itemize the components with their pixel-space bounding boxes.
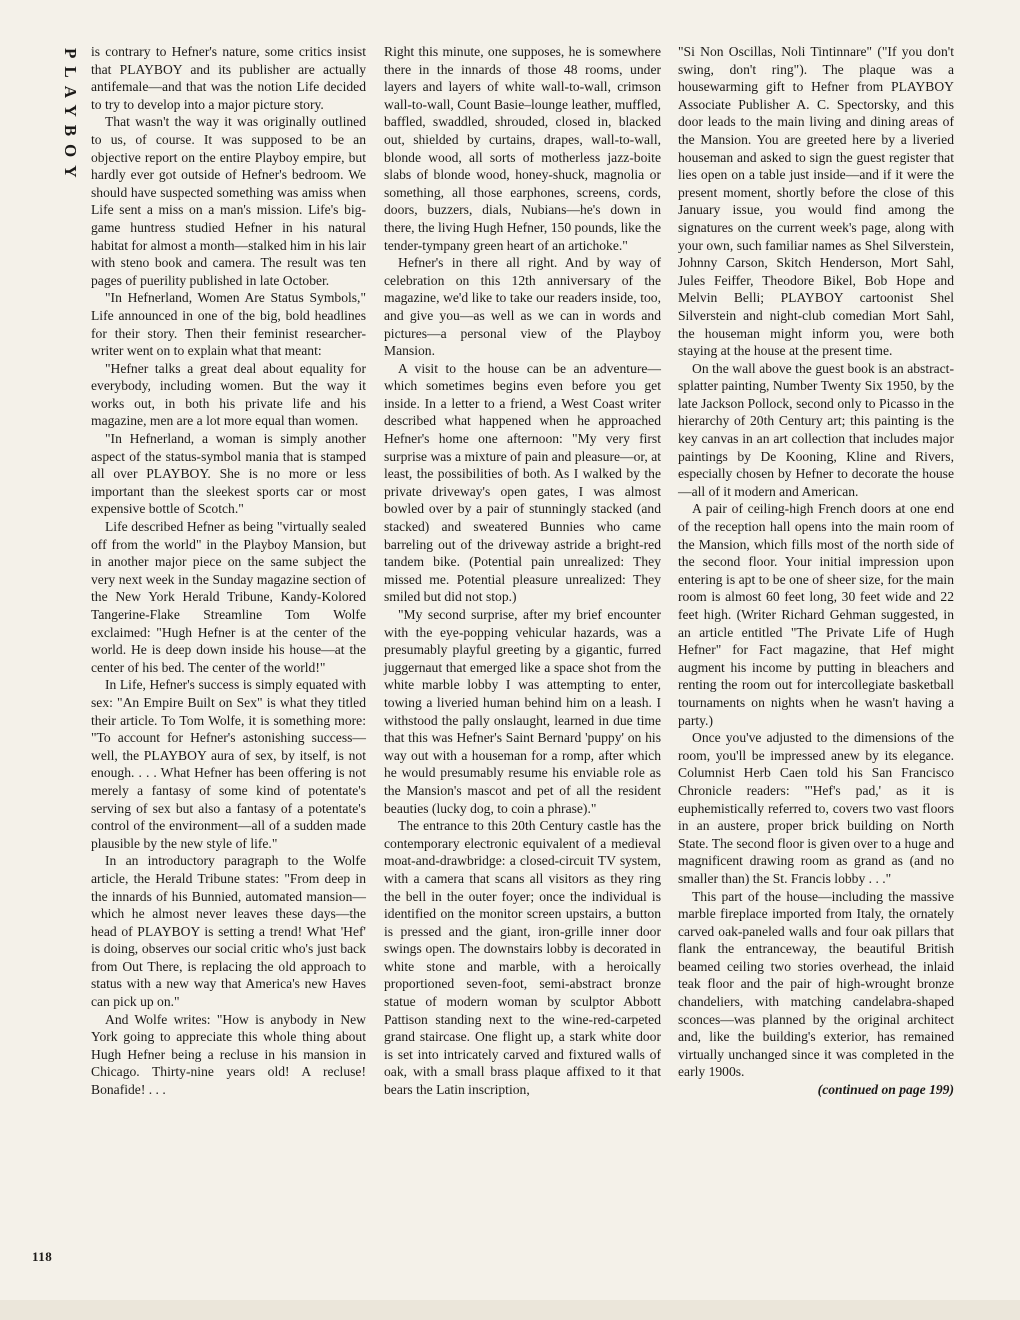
article-paragraph: Life described Hefner as being "virtually sealed off from the world" in the Playboy Mansion, but in another major piece on the same subject the very next week in the Sunday magazine section of the New York Herald Tribune, Kandy-Kolored Tangerine-Flake Streamline Tom Wolfe exclaimed: "Hugh Hefner is at the center of the world. He is deep down inside his house—at the center of his bed. The center of the world!" [91,519,366,675]
article-column-3 [678,43,954,1099]
article-paragraph: And Wolfe writes: "How is anybody in New York going to appreciate this whole thing about Hugh Hefner being a recluse in his mansion in Chicago. Thirty-nine years old! A recluse! Bonafide! . . . [91,1011,366,1098]
article-paragraph: That wasn't the way it was originally outlined to us, of course. It was supposed to be an objective report on the entire Playboy empire, but hardly ever got outside of Hefner's bedroom. We should have suspected something was amiss when Life sent a miss on a man's mission. Life's big-game huntress studied Hefner in his natural habitat for almost a month—stalked him in his lair with steno book and camera. The result was ten pages of puerility published in late October. [91,114,366,288]
article-paragraph: In Life, Hefner's success is simply equated with sex: "An Empire Built on Sex" is what they titled their article. To Tom Wolfe, it is something more: "To account for Hefner's astonishing success—well, the PLAYBOY aura of sex, by itself, is not enough. . . . What Hefner has been offering is not merely a fantasy of some kind of potentate's serving of sex but also a fantasy of a potentate's control of the environment—all of a sudden made plausible by the new style of life." [91,677,366,851]
article-paragraph: is contrary to Hefner's nature, some critics insist that PLAYBOY and its publisher are actually antifemale—and that was the notion Life decided to try to develop into a major picture story. [91,44,366,112]
playboy-side-logo [47,46,80,196]
page-number: 118 [32,1249,53,1264]
article-paragraph: On the wall above the guest book is an abstract-splatter painting, Number Twenty Six 1950, by the late Jackson Pollock, second only to Picasso in the hierarchy of 20th Century art; this painting is the key canvas in an art collection that includes major paintings by De Kooning, Kline and Rivers, especially chosen by Hefner to decorate the house—all of it modern and American. [678,360,954,499]
article-paragraph: In an introductory paragraph to the Wolfe article, the Herald Tribune states: "From deep in the innards of his Bunnied, automated mansion—which he almost never leaves these days—the head of PLAYBOY is setting a trend! What 'Hef' is doing, observes our social critic who's just back from Out There, is replacing the old approach to status with a new way that America's new Haves can pick up on." [91,853,366,1010]
continued-note: (continued on page 199) [817,1082,954,1098]
article-paragraph: A visit to the house can be an adventure—which sometimes begins even before you get inside. In a letter to a friend, a West Coast writer described what happened when he approached Hefner's home one afternoon: "My very first surprise was a mixture of pain and pleasure—or, at least, the possibilities of both. As I walked by the private driveway's open gates, I was almost bowled over by a pair of stunningly stacked (and stacked) and sweatered Bunnies who came barreling out of the driveway astride a bright-red tandem bike. (Potential pain unrealized: They missed me. Potential pleasure unrealized: They smiled but did not stop.) [384,360,661,605]
article-paragraph: The entrance to this 20th Century castle has the contemporary electronic equivalent of a medieval moat-and-drawbridge: a closed-circuit TV system, with a camera that scans all visitors as they ring the bell in the outer foyer; once the individual is identified on the monitor screen upstairs, a button is pressed and the giant, iron-grille inner door swings open. The downstairs lobby is decorated in white stone and marble, with a heroically proportioned seven-foot, semi-abstract bronze statue of modern woman by sculptor Abbott Pattison standing next to the wine-red-carpeted grand staircase. One flight up, a stark white door is set into intricately carved and fixtured walls of oak, with a small brass plaque affixed to it that bears the Latin inscription, [384,818,661,1098]
article-column-2 [384,43,661,1099]
article-paragraph: "My second surprise, after my brief encounter with the eye-popping vehicular hazards, was a presumably playful greeting by a gigantic, furred juggernaut that emerged like a space shot from the white marble lobby I was attempting to enter, towing a liveried human behind him on a leash. I withstood the pally onslaught, learned in due time that this was Hefner's Saint Bernard 'puppy' on his way out with a houseman for a romp, after which he would presumably resume his enviable role as the Mansion's mascot and pet of all the resident beauties (lucky dog, to coin a phrase)." [384,607,661,816]
article-column-1 [91,43,366,1099]
article-paragraph: "In Hefnerland, Women Are Status Symbols," Life announced in one of the big, bold headlines for their story. Then their feminist researcher-writer went on to explain what that meant: [91,290,366,359]
article-paragraph: "In Hefnerland, a woman is simply another aspect of the status-symbol mania that is stamped all over PLAYBOY. She is no more or less important than the sleekest sports car or most expensive bottle of Scotch." [91,431,366,517]
playboy-side-logo-text: PLAYBOY [61,48,80,186]
article-paragraph: "Hefner talks a great deal about equality for everybody, including women. But the way it works out, in both his private life and his magazine, men are a lot more equal than women. [91,360,366,429]
article-paragraph: "Si Non Oscillas, Noli Tintinnare" ("If you don't swing, don't ring"). The plaque was a housewarming gift to Hefner from PLAYBOY Associate Publisher A. C. Spectorsky, and this door leads to the main living and dining areas of the Mansion. You are greeted here by a liveried houseman and asked to sign the guest register that lies open on a table just inside—and if it were the present moment, shortly before the close of this January issue, you would find among the signatures on the current week's page, along with your own, such familiar names as Shel Silverstein, Johnny Carson, Skitch Henderson, Mort Sahl, Jules Feiffer, Theodore Bikel, Bob Hope and Melvin Belli; PLAYBOY cartoonist Shel Silverstein and night-club comedian Mort Sahl, the houseman might inform you, were both staying at the house at the present time. [678,44,954,359]
article-paragraph: Once you've adjusted to the dimensions of the room, you'll be impressed anew by its elegance. Columnist Herb Caen told his San Francisco Chronicle readers: "'Hef's pad,' as it is euphemistically referred to, covers two vast floors in an austere, proper brick building on North State. The second floor is given over to a huge and magnificent drawing room as grand as (and no smaller than) the St. Francis lobby . . ." [678,730,954,886]
article-paragraph: This part of the house—including the massive marble fireplace imported from Italy, the ornately carved oak-paneled walls and four oak pillars that flank the entranceway, the beautiful British beamed ceiling two stories overhead, the inlaid teak floor and the pair of high-wrought bronze chandeliers, with matching candelabra-shaped sconces—was planned by the original architect and, like the building's exterior, has remained virtually unchanged since it was completed in the early 1900s. [678,888,954,1080]
page-bottom-margin [0,1300,1020,1320]
article-paragraph: A pair of ceiling-high French doors at one end of the reception hall opens into the main room of the Mansion, which fills most of the north side of the second floor. Your initial impression upon entering is apt to be one of sheer size, for the main room is almost 60 feet long, 30 feet wide and 22 feet high. (Writer Richard Gehman suggested, in an article entitled "The Private Life of Hugh Hefner" for Fact magazine, that Hef might augment his income by putting in bleachers and renting the room out for intercollegiate basketball tournaments on nights when he wasn't having a party.) [678,501,954,728]
article-paragraph: Hefner's in there all right. And by way of celebration on this 12th anniversary of the magazine, we'd like to take our readers inside, too, and give you—as well as we can in words and pictures—a personal view of the Playboy Mansion. [384,255,661,359]
article-paragraph: Right this minute, one supposes, he is somewhere there in the innards of those 48 rooms, under layers and layers of white wall-to-wall, crimson wall-to-wall, Count Basie–lounge leather, muffled, baffled, swaddled, shrouded, closed in, blacked out, shielded by curtains, drapes, wall-to-wall, blonde wood, all sorts of motherless jazz-boite slabs of blonde wood, honey-shuck, magnolia or something, all those earphones, screens, cords, doors, buzzers, dials, Nubians—he's down in there, the living Hugh Hefner, 150 pounds, like the tender-tympany green heart of an artichoke." [384,44,661,253]
